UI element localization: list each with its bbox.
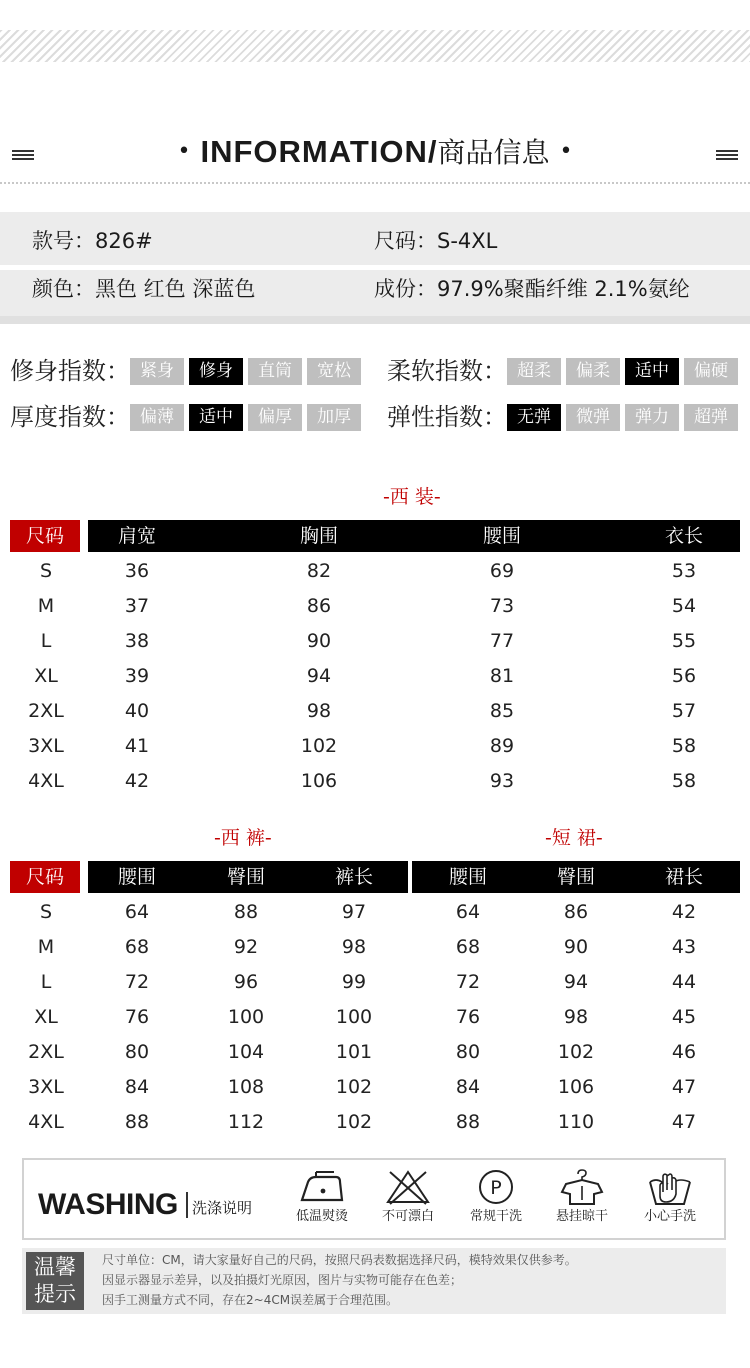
notice-badge-line: 温馨 <box>34 1255 76 1279</box>
table-cell: 4XL <box>28 770 64 792</box>
table-cell: 58 <box>671 735 697 757</box>
table-cell: 42 <box>124 770 150 792</box>
table-cell: 106 <box>300 770 338 792</box>
index-label: 厚度指数： <box>10 403 130 431</box>
table-cell: 98 <box>341 936 367 958</box>
table-cell: L <box>40 971 52 993</box>
table-cell: 73 <box>489 595 515 617</box>
product-info-band <box>0 212 750 324</box>
index-option: 加厚 <box>307 404 361 431</box>
table-cell: 86 <box>563 901 589 923</box>
care-label: 常规干洗 <box>469 1209 522 1224</box>
notice-badge <box>26 1252 84 1310</box>
index-option: 微弹 <box>566 404 620 431</box>
table-cell: 57 <box>671 700 697 722</box>
index-option: 超弹 <box>684 404 738 431</box>
table-cell: XL <box>34 665 58 687</box>
column-header: 腰围 <box>117 866 156 888</box>
table-cell: 64 <box>455 901 481 923</box>
index-option: 弹力 <box>625 404 679 431</box>
washing-subtitle: 洗涤说明 <box>192 1199 253 1217</box>
dotted-divider <box>0 182 750 184</box>
table-cell: 80 <box>455 1041 481 1063</box>
index-label: 柔软指数： <box>387 357 507 385</box>
index-option: 偏厚 <box>248 404 302 431</box>
material: 成份：97.9%聚酯纤维 2.1%氨纶 <box>374 277 690 301</box>
no-bleach-icon <box>382 1168 434 1206</box>
table-cell: 97 <box>341 901 367 923</box>
table-cell: 3XL <box>28 1076 64 1098</box>
table-cell: 39 <box>124 665 150 687</box>
table-cell: 94 <box>563 971 589 993</box>
pants-table-title: -西 裤- <box>214 827 272 849</box>
table-cell: 43 <box>671 936 697 958</box>
title-dot-right: • <box>559 139 573 164</box>
table-cell: 86 <box>306 595 332 617</box>
table-cell: 90 <box>563 936 589 958</box>
title-chinese: 商品信息 <box>437 136 550 169</box>
index-label: 弹性指数： <box>387 403 507 431</box>
table-cell: 106 <box>557 1076 595 1098</box>
size-header-cell: 尺码 <box>10 861 80 893</box>
table-cell: 88 <box>124 1111 150 1133</box>
table-cell: 98 <box>306 700 332 722</box>
title-dot-left: • <box>177 139 191 164</box>
table-cell: 58 <box>671 770 697 792</box>
notice-line: 尺寸单位：CM，请大家量好自己的尺码，按照尺码表数据选择尺码，模特效果仅供参考。 <box>102 1253 577 1267</box>
table-cell: 69 <box>489 560 515 582</box>
table-cell: L <box>40 630 52 652</box>
colors: 颜色：黑色 红色 深蓝色 <box>32 277 256 301</box>
index-option: 偏柔 <box>566 358 620 385</box>
table-cell: 82 <box>306 560 332 582</box>
table-cell: 108 <box>227 1076 265 1098</box>
table-cell: 104 <box>227 1041 265 1063</box>
skirt-table-title: -短 裙- <box>545 827 603 849</box>
table-cell: 38 <box>124 630 150 652</box>
table-cell: 37 <box>124 595 150 617</box>
svg-text:P: P <box>490 1177 502 1199</box>
care-label: 小心手洗 <box>643 1209 696 1224</box>
care-item <box>544 1168 620 1226</box>
index-option: 宽松 <box>307 358 361 385</box>
table-cell: 102 <box>335 1076 373 1098</box>
table-cell: 98 <box>563 1006 589 1028</box>
table-cell: 100 <box>335 1006 373 1028</box>
table-cell: 55 <box>671 630 697 652</box>
column-header: 衣长 <box>664 525 703 547</box>
table-cell: 112 <box>227 1111 265 1133</box>
dry-clean-p-icon <box>470 1168 522 1206</box>
table-cell: 3XL <box>28 735 64 757</box>
table-cell: 93 <box>489 770 515 792</box>
care-item <box>284 1168 360 1226</box>
iron-low-temp-icon <box>296 1168 348 1206</box>
table-cell: 89 <box>489 735 515 757</box>
washing-instructions <box>22 1158 726 1240</box>
table-cell: 56 <box>671 665 697 687</box>
table-cell: 76 <box>455 1006 481 1028</box>
table-cell: 77 <box>489 630 515 652</box>
style-number: 款号：826# <box>32 229 153 253</box>
size-range: 尺码：S-4XL <box>374 229 498 253</box>
table-cell: 102 <box>300 735 338 757</box>
title-english: INFORMATION/ <box>200 134 438 169</box>
size-header-cell: 尺码 <box>10 520 80 552</box>
table-cell: 84 <box>124 1076 150 1098</box>
table-cell: 53 <box>671 560 697 582</box>
notice-box <box>22 1248 726 1314</box>
page-title <box>0 130 750 175</box>
notice-line: 因显示器显示差异，以及拍摄灯光原因，图片与实物可能存在色差； <box>102 1273 463 1287</box>
table-cell: XL <box>34 1006 58 1028</box>
column-header: 裙长 <box>664 866 703 888</box>
table-cell: 101 <box>335 1041 373 1063</box>
hand-wash-icon <box>644 1168 696 1206</box>
index-option: 偏薄 <box>130 404 184 431</box>
table-cell: 110 <box>557 1111 595 1133</box>
index-label: 修身指数： <box>10 357 130 385</box>
column-header: 胸围 <box>299 525 338 547</box>
care-label: 低温熨烫 <box>295 1209 348 1224</box>
suit-table-title: -西 装- <box>383 486 441 508</box>
table-cell: 47 <box>671 1111 697 1133</box>
column-header: 腰围 <box>448 866 487 888</box>
column-header: 臀围 <box>226 866 265 888</box>
table-cell: 85 <box>489 700 515 722</box>
section-header <box>0 118 750 188</box>
decorative-stripe-band <box>0 30 750 62</box>
index-option: 超柔 <box>507 358 561 385</box>
table-cell: 46 <box>671 1041 697 1063</box>
table-cell: 40 <box>124 700 150 722</box>
index-option: 直筒 <box>248 358 302 385</box>
hang-dry-icon <box>556 1168 608 1206</box>
table-cell: 44 <box>671 971 697 993</box>
index-option-selected: 适中 <box>189 404 243 431</box>
care-item <box>632 1168 708 1226</box>
notice-line: 因手工测量方式不同，存在2~4CM误差属于合理范围。 <box>102 1293 399 1307</box>
notice-badge-line: 提示 <box>34 1282 76 1306</box>
table-cell: 102 <box>557 1041 595 1063</box>
index-option: 紧身 <box>130 358 184 385</box>
table-cell: 90 <box>306 630 332 652</box>
table-cell: 2XL <box>28 700 64 722</box>
table-cell: 41 <box>124 735 150 757</box>
washing-separator <box>186 1192 188 1218</box>
column-header: 肩宽 <box>117 525 156 547</box>
table-cell: 42 <box>671 901 697 923</box>
info-divider <box>0 265 750 270</box>
menu-lines-icon <box>716 150 738 160</box>
care-label: 悬挂晾干 <box>555 1209 608 1224</box>
table-cell: 54 <box>671 595 697 617</box>
table-cell: M <box>37 936 55 958</box>
table-cell: 81 <box>489 665 515 687</box>
table-cell: 88 <box>455 1111 481 1133</box>
column-header: 臀围 <box>556 866 595 888</box>
table-cell: 88 <box>233 901 259 923</box>
table-cell: 68 <box>124 936 150 958</box>
table-cell: 102 <box>335 1111 373 1133</box>
table-cell: 47 <box>671 1076 697 1098</box>
care-item <box>370 1168 446 1226</box>
index-option-selected: 修身 <box>189 358 243 385</box>
table-cell: M <box>37 595 55 617</box>
table-cell: 72 <box>455 971 481 993</box>
table-cell: 92 <box>233 936 259 958</box>
table-cell: S <box>39 560 53 582</box>
washing-title: WASHING <box>38 1188 178 1221</box>
column-header: 腰围 <box>482 525 521 547</box>
table-cell: 96 <box>233 971 259 993</box>
table-cell: 45 <box>671 1006 697 1028</box>
info-bottom-line <box>0 316 750 324</box>
column-header: 裤长 <box>334 866 373 888</box>
table-cell: 100 <box>227 1006 265 1028</box>
table-cell: 64 <box>124 901 150 923</box>
table-cell: 4XL <box>28 1111 64 1133</box>
table-cell: 72 <box>124 971 150 993</box>
care-item <box>458 1168 534 1226</box>
table-cell: 36 <box>124 560 150 582</box>
table-cell: 2XL <box>28 1041 64 1063</box>
care-label: 不可漂白 <box>381 1209 434 1224</box>
index-option-selected: 适中 <box>625 358 679 385</box>
table-cell: S <box>39 901 53 923</box>
table-cell: 99 <box>341 971 367 993</box>
table-cell: 76 <box>124 1006 150 1028</box>
table-cell: 68 <box>455 936 481 958</box>
index-option: 偏硬 <box>684 358 738 385</box>
table-cell: 94 <box>306 665 332 687</box>
index-option-selected: 无弹 <box>507 404 561 431</box>
table-cell: 80 <box>124 1041 150 1063</box>
table-cell: 84 <box>455 1076 481 1098</box>
